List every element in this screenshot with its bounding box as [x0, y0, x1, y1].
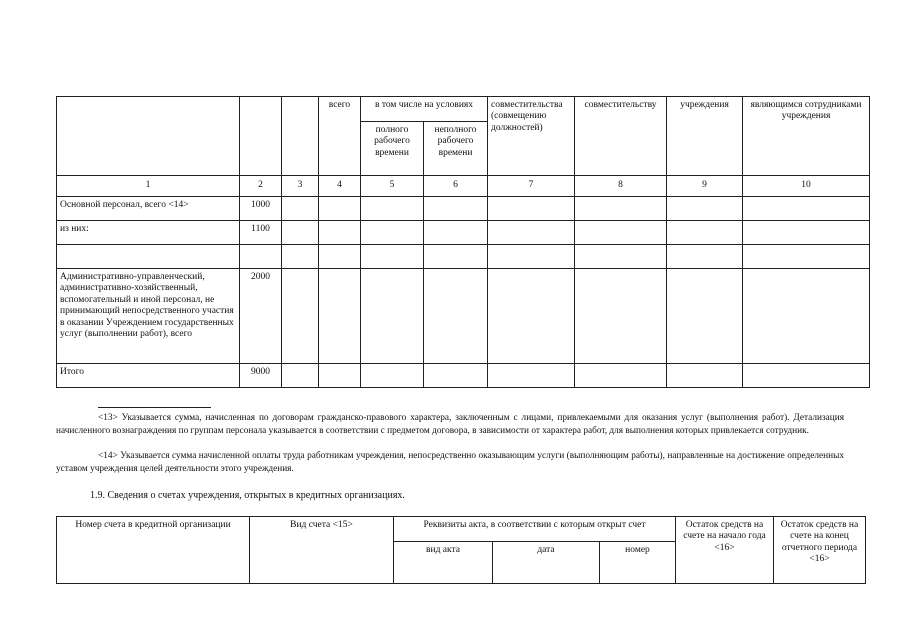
row-code: 9000: [240, 364, 282, 388]
table-row: [57, 245, 870, 269]
header-polnogo: полного рабочего времени: [361, 122, 424, 176]
col-number: 9: [667, 176, 743, 197]
cell: [282, 269, 319, 364]
header-cell-empty: [282, 97, 319, 176]
cell: [319, 364, 361, 388]
cell: [488, 364, 575, 388]
table-header-row: [57, 97, 870, 122]
cell: [424, 221, 488, 245]
cell: [743, 197, 870, 221]
col-number: 4: [319, 176, 361, 197]
cell: [361, 364, 424, 388]
header-sovmestitelstva: совместительства (совмещению должностей): [488, 97, 575, 176]
staff-payment-table: [56, 96, 870, 388]
header-yavlyayushchimsya: являющимся сотрудниками учреждения: [743, 97, 870, 176]
footnote-13: <13> Указывается сумма, начисленная по договорам гражданско-правового характера, заключенным с лицами, привлекаемыми для оказания услуг (выполнения работ). Детализация начисленного вознаграждения по группам персонала указывается в соответствии с предметом договора, в зависимости от характера работ, для выполнения которых привлекается сотрудник.: [56, 413, 844, 437]
cell: [667, 245, 743, 269]
cell: [282, 197, 319, 221]
row-label: [57, 245, 240, 269]
table-row: [57, 221, 870, 245]
cell: [424, 269, 488, 364]
cell: [488, 245, 575, 269]
cell: [361, 245, 424, 269]
header-ostatok-nachalo: Остаток средств на счете на начало года <16>: [676, 517, 774, 584]
cell: [667, 269, 743, 364]
cell: [319, 269, 361, 364]
cell: [575, 197, 667, 221]
table-row: [57, 269, 870, 364]
cell: [667, 364, 743, 388]
col-number: 8: [575, 176, 667, 197]
header-rekvizity: Реквизиты акта, в соответствии с которым открыт счет: [394, 517, 676, 542]
cell: [667, 197, 743, 221]
table-row: [57, 197, 870, 221]
header-vid-akta: вид акта: [394, 541, 493, 583]
header-uchrezhdeniya: учреждения: [667, 97, 743, 176]
header-vid-scheta: Вид счета <15>: [250, 517, 394, 584]
cell: [575, 364, 667, 388]
footnote-14: <14> Указывается сумма начисленной оплаты труда работникам учреждения, непосредственно оказывающим услуги (выполняющим работы), направленные на достижение определенных уставом учреждения целей деятельности этого учреждения.: [56, 451, 844, 475]
header-nepolnogo: неполного рабочего времени: [424, 122, 488, 176]
cell: [488, 269, 575, 364]
cell: [667, 221, 743, 245]
cell: [282, 364, 319, 388]
accounts-table: [56, 516, 866, 584]
cell: [319, 197, 361, 221]
col-number: 2: [240, 176, 282, 197]
cell: [743, 364, 870, 388]
column-number-row: [57, 176, 870, 197]
cell: [743, 221, 870, 245]
table-row: [57, 364, 870, 388]
header-ostatok-konec: Остаток средств на счете на конец отчетного периода <16>: [774, 517, 866, 584]
cell: [743, 269, 870, 364]
row-code: 2000: [240, 269, 282, 364]
cell: [575, 245, 667, 269]
header-cell-empty: [240, 97, 282, 176]
row-code: 1100: [240, 221, 282, 245]
row-label: из них:: [57, 221, 240, 245]
row-label: Итого: [57, 364, 240, 388]
cell: [488, 197, 575, 221]
cell: [424, 197, 488, 221]
cell: [424, 364, 488, 388]
header-nomer: номер: [600, 541, 676, 583]
row-label: Административно-управленческий, административно-хозяйственный, вспомогательный и иной персонал, не принимающий непосредственного участия в оказании Учреждением государственных услуг (выполнении работ), всего: [57, 269, 240, 364]
header-vsego: всего: [319, 97, 361, 176]
cell: [282, 221, 319, 245]
cell: [361, 269, 424, 364]
col-number: 7: [488, 176, 575, 197]
cell: [319, 221, 361, 245]
header-nomer-scheta: Номер счета в кредитной организации: [57, 517, 250, 584]
cell: [488, 221, 575, 245]
cell: [575, 269, 667, 364]
header-cell-empty: [57, 97, 240, 176]
cell: [361, 197, 424, 221]
table-header-row: [57, 517, 866, 542]
cell: [282, 245, 319, 269]
cell: [424, 245, 488, 269]
header-vtom-chisle: в том числе на условиях: [361, 97, 488, 122]
section-heading: 1.9. Сведения о счетах учреждения, открытых в кредитных организациях.: [90, 490, 405, 501]
row-code: 1000: [240, 197, 282, 221]
col-number: 6: [424, 176, 488, 197]
cell: [319, 245, 361, 269]
cell: [743, 245, 870, 269]
col-number: 10: [743, 176, 870, 197]
col-number: 1: [57, 176, 240, 197]
cell: [575, 221, 667, 245]
header-data: дата: [493, 541, 600, 583]
header-sovmestitelstvu: совместительству: [575, 97, 667, 176]
col-number: 5: [361, 176, 424, 197]
row-label: Основной персонал, всего <14>: [57, 197, 240, 221]
col-number: 3: [282, 176, 319, 197]
cell: [361, 221, 424, 245]
footnote-separator: [98, 407, 211, 408]
row-code: [240, 245, 282, 269]
